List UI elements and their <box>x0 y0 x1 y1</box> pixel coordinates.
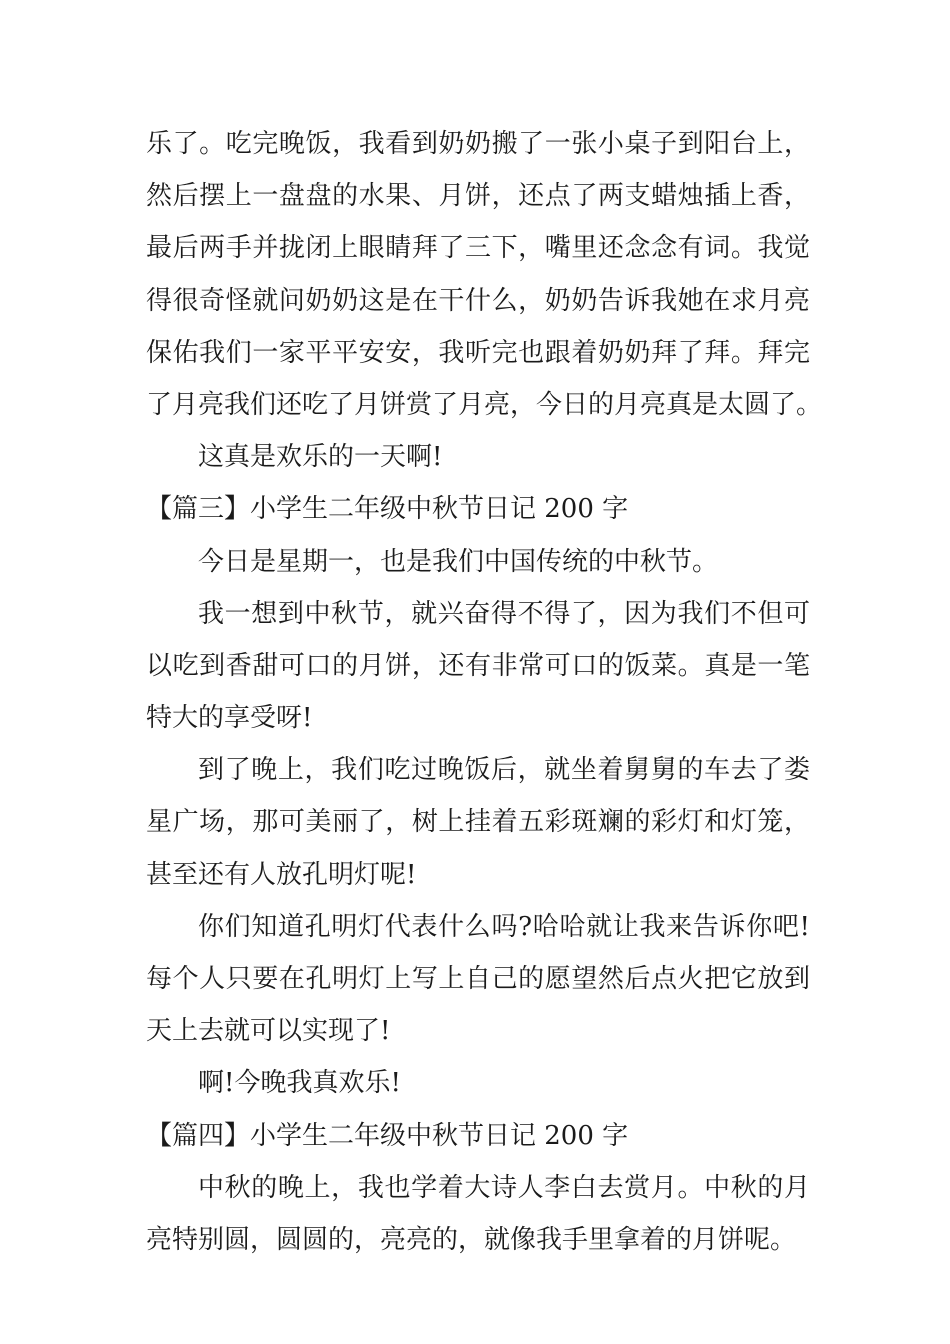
paragraph <box>146 1162 810 1266</box>
section-heading <box>146 1110 810 1162</box>
paragraph-line: 啊!今晚我真欢乐! <box>198 1068 401 1099</box>
paragraph-line: 以吃到香甜可口的月饼，还有非常可口的饭菜。真是一笔 <box>146 650 810 681</box>
paragraph-line: 我一想到中秋节，就兴奋得不得了，因为我们不但可 <box>198 598 810 629</box>
paragraph-line: 最后两手并拢闭上眼睛拜了三下，嘴里还念念有词。我觉 <box>146 233 810 264</box>
paragraph-line: 保佑我们一家平平安安，我听完也跟着奶奶拜了拜。拜完 <box>146 337 810 368</box>
paragraph-line: 乐了。吃完晚饭，我看到奶奶搬了一张小桌子到阳台上， <box>146 129 810 159</box>
paragraph <box>146 901 810 1058</box>
paragraph-line: 特大的享受呀! <box>146 703 313 734</box>
paragraph <box>146 431 810 483</box>
document-body <box>146 118 823 1266</box>
paragraph-line: 天上去就可以实现了! <box>146 1016 391 1047</box>
paragraph-line: 了月亮我们还吃了月饼赏了月亮，今日的月亮真是太圆了。 <box>146 389 823 420</box>
paragraph-line: 今日是星期一，也是我们中国传统的中秋节。 <box>198 546 719 577</box>
paragraph-line: 亮特别圆，圆圆的，亮亮的，就像我手里拿着的月饼呢。 <box>146 1224 797 1255</box>
paragraph <box>146 588 810 745</box>
paragraph-line: 中秋的晚上，我也学着大诗人李白去赏月。中秋的月 <box>198 1172 810 1203</box>
paragraph <box>146 744 810 901</box>
paragraph-line: 你们知道孔明灯代表什么吗?哈哈就让我来告诉你吧! <box>198 911 810 942</box>
paragraph <box>146 536 810 588</box>
paragraph <box>146 118 823 431</box>
section-heading <box>146 483 810 535</box>
paragraph-line: 得很奇怪就问奶奶这是在干什么，奶奶告诉我她在求月亮 <box>146 285 810 316</box>
paragraph-line: 甚至还有人放孔明灯呢! <box>146 859 417 890</box>
paragraph-line: 每个人只要在孔明灯上写上自己的愿望然后点火把它放到 <box>146 964 810 994</box>
heading-text: 【篇四】小学生二年级中秋节日记 200 字 <box>146 1120 629 1151</box>
paragraph-line: 这真是欢乐的一天啊! <box>198 442 443 473</box>
paragraph-line: 星广场，那可美丽了，树上挂着五彩斑斓的彩灯和灯笼， <box>146 807 810 838</box>
heading-text: 【篇三】小学生二年级中秋节日记 200 字 <box>146 494 629 525</box>
paragraph-line: 到了晚上，我们吃过晚饭后，就坐着舅舅的车去了娄 <box>198 755 810 786</box>
paragraph <box>146 1057 810 1109</box>
paragraph-line: 然后摆上一盘盘的水果、月饼，还点了两支蜡烛插上香， <box>146 181 810 212</box>
